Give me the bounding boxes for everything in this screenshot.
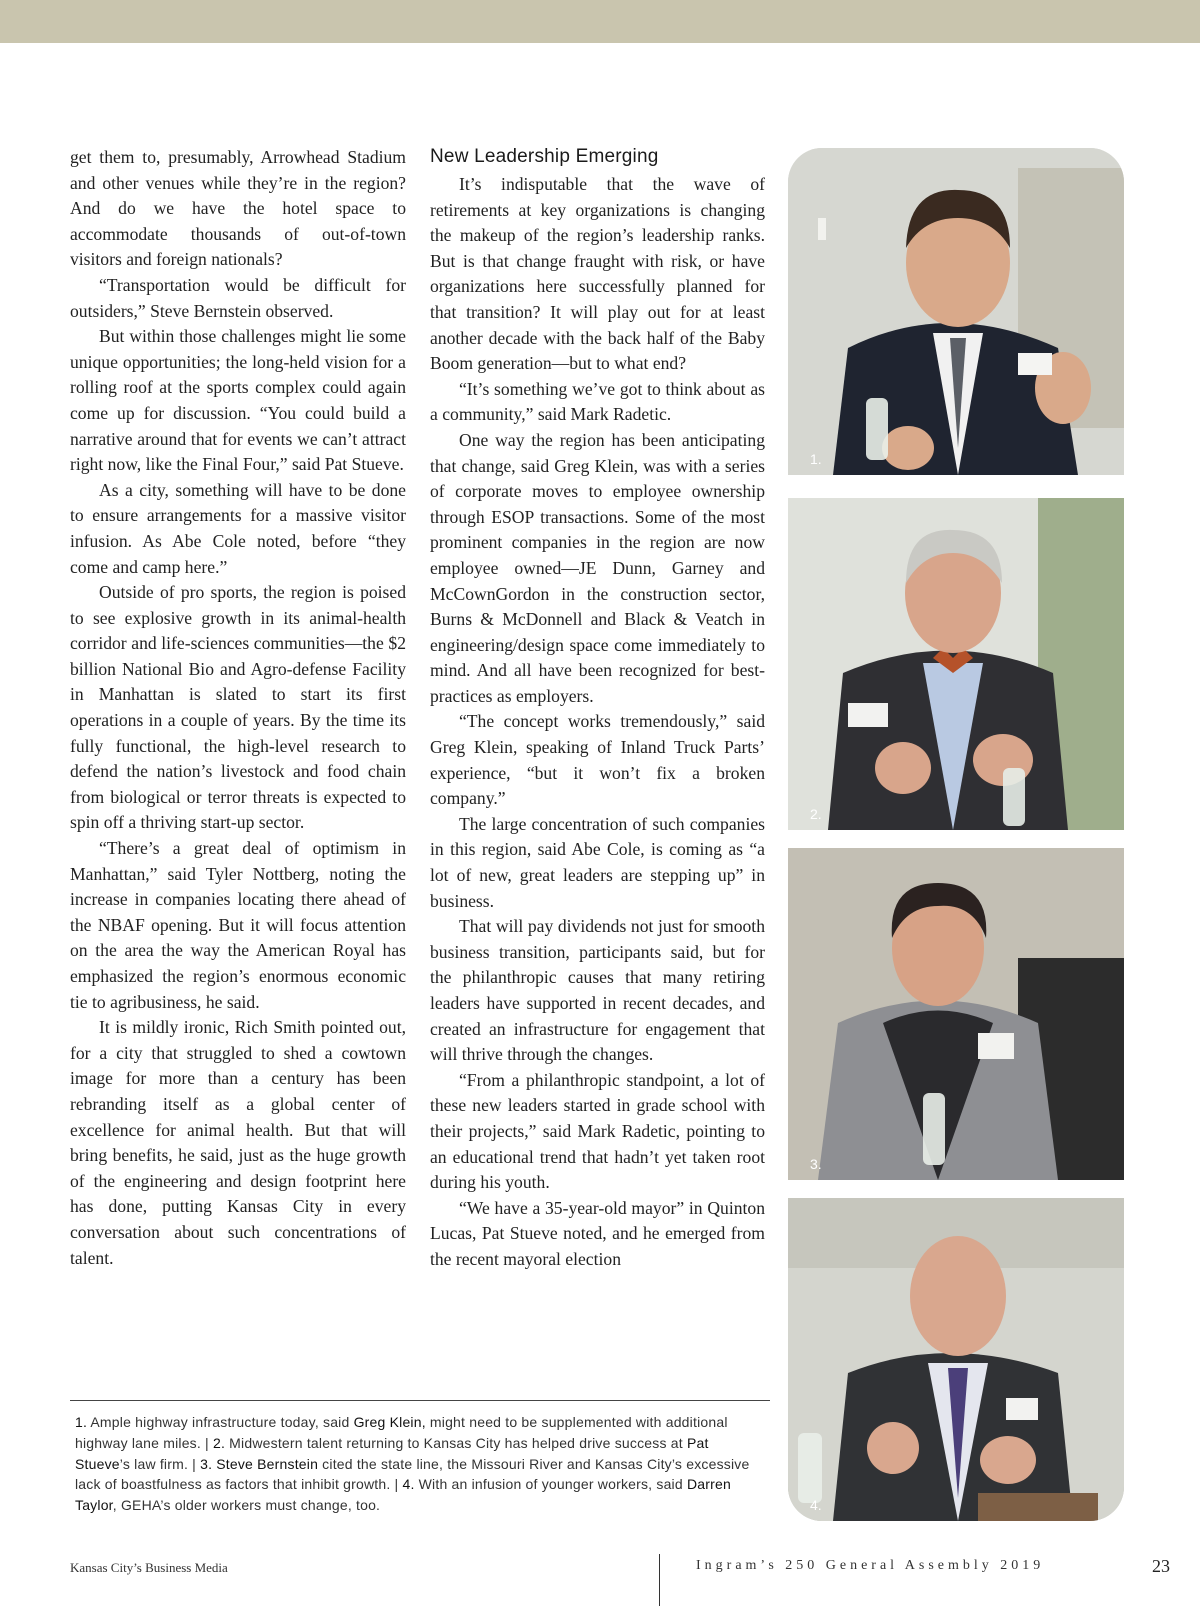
caption-text: Midwestern talent returning to Kansas City has helped drive success at <box>225 1434 687 1451</box>
caption-number: 1. <box>75 1414 88 1430</box>
article-paragraph: One way the region has been anticipating that change, said Greg Klein, was with a series of corporate moves to employee ownership through ESOP transactions. Some of the most prominent companies in the region are now employee owned—JE Dunn, Garney and McCownGordon in the construction sector, Burns & McDonnell and Black & Veatch in engineering/design space come immediately to mind. And all have been recognized for best-practices as employers. <box>430 429 765 706</box>
page-number: 23 <box>1152 1556 1170 1576</box>
speaker-photo-1-illustration <box>788 148 1124 475</box>
caption-text: , GEHA’s older workers must change, too. <box>112 1497 381 1514</box>
article-paragraph: It’s indisputable that the wave of retirements at key organizations is changing the makeup of the region’s leadership ranks. But is that change fraught with risk, or have organizations here successfully planned for that transition? It will play out for at least another decade with the back half of the Baby Boom generation—but to what end? <box>430 174 765 374</box>
speaker-photo-3-illustration <box>788 848 1124 1180</box>
photo-number: 3. <box>810 1156 822 1172</box>
article-paragraph: It is mildly ironic, Rich Smith pointed out, for a city that struggled to shed a cowtown image for more than a century has been rebranding itself as a global center of excellence for animal health. But that will bring benefits, he said, just as the huge growth of the engineering and design footprint here has done, putting Kansas City in every conversation about such concentrations of talent. <box>70 1017 406 1268</box>
caption-number: 4. <box>402 1476 415 1493</box>
article-paragraph: “It’s something we’ve got to think about as a community,” said Mark Radetic. <box>430 378 765 425</box>
article-paragraph: As a city, something will have to be done to ensure arrangements for a massive visitor infusion. As Abe Cole noted, before “they come and camp here.” <box>70 479 406 577</box>
caption-text: ’s law firm. | <box>119 1455 201 1472</box>
speaker-photo-2 <box>788 498 1124 830</box>
left-article-column <box>70 145 406 1271</box>
photo-number: 4. <box>810 1497 822 1513</box>
middle-article-column <box>430 145 765 1273</box>
caption-divider <box>70 1400 770 1401</box>
caption-text: cited the state line, the Missouri River and Kansas City’s excessive lack of boastfulness as factors that inhibit growth. | <box>75 1455 750 1493</box>
article-paragraph: “Transportation would be difficult for outsiders,” Steve Bernstein observed. <box>70 274 406 321</box>
article-paragraph: That will pay dividends not just for smooth business transition, participants said, but for the philanthropic causes that many retiring leaders have supported in recent decades, and created an infrastructure for engagement that will thrive through the changes. <box>430 916 765 1065</box>
article-paragraph: The large concentration of such companies in this region, said Abe Cole, is coming as “a lot of new, great leaders are stepping up” in business. <box>430 813 765 911</box>
footer-publication: Kansas City’s Business Media <box>70 1560 228 1575</box>
photo-column <box>788 148 1124 1521</box>
photo-caption <box>75 1412 765 1516</box>
article-paragraph: But within those challenges might lie some unique opportunities; the long-held vision for a rolling roof at the sports complex could again come up for discussion. “You could build a narrative around that for events we can’t attract right now, like the Final Four,” said Pat Stueve. <box>70 326 406 475</box>
article-paragraph: “The concept works tremendously,” said Greg Klein, speaking of Inland Truck Parts’ experience, “but it won’t fix a broken company.” <box>430 711 765 809</box>
speaker-photo-4-illustration <box>788 1198 1124 1521</box>
photo-number: 2. <box>810 806 822 822</box>
caption-name: Darren Taylor <box>75 1476 731 1514</box>
article-paragraph: get them to, presumably, Arrowhead Stadium and other venues while they’re in the region? And do we have the hotel space to accommodate thousands of out-of-town visitors and foreign nationals? <box>70 147 406 270</box>
speaker-photo-1 <box>788 148 1124 475</box>
caption-number: 3. <box>200 1455 213 1472</box>
caption-name: Steve Bernstein <box>212 1455 319 1472</box>
footer-divider <box>659 1554 660 1606</box>
caption-number: 2. <box>213 1434 226 1451</box>
caption-text: With an infusion of younger workers, said <box>414 1476 687 1493</box>
section-heading: New Leadership Emerging <box>430 146 659 167</box>
caption-name: Pat Stueve <box>75 1434 709 1472</box>
caption-text: might need to be supplemented with additional highway lane miles. | <box>75 1414 728 1451</box>
footer-issue-title: Ingram’s 250 General Assembly 2019 <box>696 1558 1045 1573</box>
speaker-photo-4 <box>788 1198 1124 1521</box>
article-paragraph: “From a philanthropic standpoint, a lot of these new leaders started in grade school with their projects,” said Mark Radetic, pointing to an educational trend that hadn’t yet taken root during his youth. <box>430 1069 765 1193</box>
speaker-photo-2-illustration <box>788 498 1124 830</box>
caption-name: Greg Klein, <box>353 1414 426 1430</box>
photo-number: 1. <box>810 451 822 467</box>
caption-text: Ample highway infrastructure today, said <box>87 1414 354 1430</box>
article-paragraph: “There’s a great deal of optimism in Manhattan,” said Tyler Nottberg, noting the increase in companies locating there ahead of the NBAF opening. But it will focus attention on the area the way the American Royal has emphasized the region’s enormous economic tie to agribusiness, he said. <box>70 838 406 1012</box>
article-paragraph: “We have a 35-year-old mayor” in Quinton Lucas, Pat Stueve noted, and he emerged from the recent mayoral election <box>430 1197 765 1269</box>
speaker-photo-3 <box>788 848 1124 1180</box>
article-paragraph: Outside of pro sports, the region is poised to see explosive growth in its animal-health corridor and life-sciences communities—the $2 billion National Bio and Agro-defense Facility in Manhattan is slated to start its first operations in a couple of years. By the time its fully functional, the high-level research to defend the nation’s livestock and food chain from biological or terror threats is expected to spin off a thriving start-up sector. <box>70 582 406 833</box>
top-color-band <box>0 0 1200 43</box>
